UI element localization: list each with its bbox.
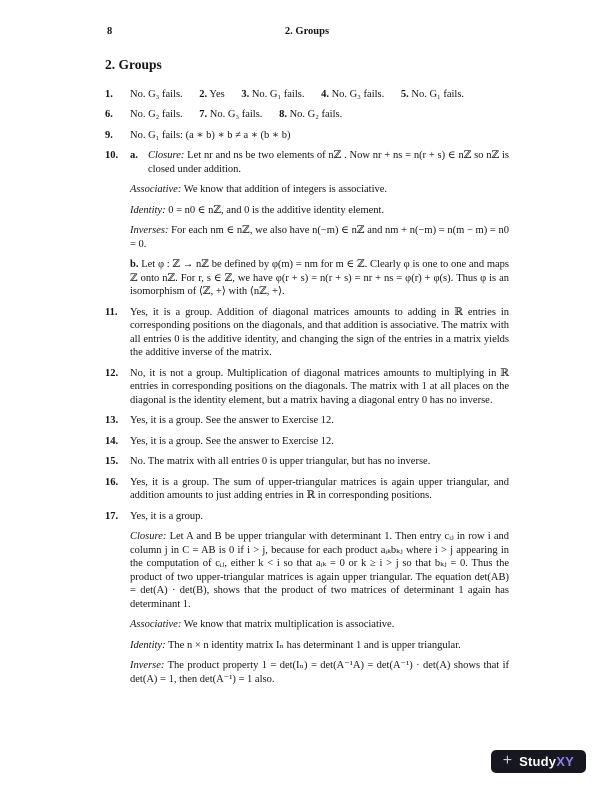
answer-2-text: Yes <box>209 88 225 100</box>
answers-6-8 <box>130 108 509 122</box>
answer-16-text: Yes, it is a group. The sum of upper-triangular matrices is again upper triangular, and addition amounts to just adding entries in ℝ in corresponding positions. <box>130 476 509 501</box>
answer-10b-text: Let φ : ℤ → nℤ be defined by φ(m) = nm for m ∈ ℤ. Clearly φ is one to one and maps ℤ onto nℤ. For r, s ∈ ℤ, we have φ(r + s) = n(r + s) = nr + ns = φ(r) + φ(s). Thus φ is an isomorphism of ⟨ℤ, +⟩ with ⟨nℤ, +⟩. <box>130 259 510 297</box>
answer-item-11 <box>105 306 509 360</box>
answer-17-closure <box>130 530 509 611</box>
answer-6-text: No. G₂ fails. <box>130 109 183 120</box>
answer-10a-associative <box>130 183 509 197</box>
answer-6 <box>130 109 183 120</box>
answer-5-text: No. G₁ fails. <box>411 88 465 100</box>
identity-lead: Identity: <box>130 639 166 651</box>
brand-badge <box>491 750 586 773</box>
item-number-4: 4. <box>321 88 329 100</box>
item-number-9: 9. <box>105 129 113 141</box>
closure-text: Let nr and ns be two elements of nℤ . Now nr + ns = n(r + s) ∈ nℤ so nℤ is closed under addition. <box>148 150 510 175</box>
answer-1-text: No. G₃ fails. <box>130 88 183 100</box>
plus-icon: + <box>502 751 513 769</box>
brand-name-suffix: XY <box>556 753 574 769</box>
item-number-7: 7. <box>199 109 208 120</box>
page-number: 8 <box>107 26 113 37</box>
sub-label-b: b. <box>130 259 139 270</box>
answer-10a <box>130 149 509 176</box>
closure-text: Let A and B be upper triangular with determinant 1. Then entry cᵢⱼ in row i and column j in C = AB is 0 if i > j, because for each product aᵢₖbₖⱼ where i > j appearing in the computation of cᵢⱼ, either k < i so that aᵢₖ = 0 or k ≥ i > j so that bₖⱼ = 0. Thus the product of two upper-triangular matrices is again upper triangular. The equation det(AB) = det(A) · det(B), shows that the product of two matrices of determinant 1 again has determinant 1. <box>130 531 510 610</box>
answer-10a-identity <box>130 204 509 218</box>
identity-text: The n × n identity matrix Iₙ has determinant 1 and is upper triangular. <box>168 639 461 651</box>
brand-name-prefix: Study <box>519 753 557 769</box>
item-number-11: 11. <box>105 306 118 318</box>
associative-text: We know that matrix multiplication is associative. <box>183 619 395 630</box>
answer-10a-closure <box>148 149 509 176</box>
answer-14-text: Yes, it is a group. See the answer to Exercise 12. <box>130 435 334 447</box>
answer-1 <box>130 89 183 100</box>
answer-row-1-5 <box>105 88 509 102</box>
answer-item-17 <box>105 510 509 687</box>
item-number-17: 17. <box>105 510 119 522</box>
item-number-6: 6. <box>105 109 113 120</box>
answer-11-text: Yes, it is a group. Addition of diagonal matrices amounts to adding in ℝ entries in corresponding positions on the diagonals, and that addition is associative. The matrix with all entries 0 is the additive identity, and changing the sign of the entries in a matrix yields the additive inverse of the matrix. <box>130 306 509 358</box>
answer-item-12 <box>105 367 509 408</box>
item-number-5: 5. <box>400 88 409 100</box>
answer-7-text: No. G₃ fails. <box>209 109 263 120</box>
item-number-1: 1. <box>105 88 113 100</box>
answer-17-identity <box>130 639 509 653</box>
answer-8 <box>279 109 342 120</box>
answer-3 <box>241 89 304 100</box>
answer-10b <box>130 258 509 299</box>
page-content <box>105 58 509 686</box>
closure-lead: Closure: <box>148 150 185 161</box>
answer-item-15 <box>105 455 509 469</box>
answer-2 <box>199 89 224 100</box>
identity-lead: Identity: <box>130 204 166 216</box>
answer-10-body <box>130 149 509 299</box>
brand-name <box>519 755 574 769</box>
answer-4-text: No. G₃ fails. <box>331 88 385 100</box>
item-number-8: 8. <box>279 109 287 120</box>
inverse-lead: Inverse: <box>130 660 165 671</box>
inverses-text: For each nm ∈ nℤ, we also have n(−m) ∈ nℤ and nm + n(−m) = n(m − m) = n0 = 0. <box>130 225 510 250</box>
answer-13-text: Yes, it is a group. See the answer to Exercise 12. <box>130 415 334 426</box>
answer-item-14 <box>105 435 509 449</box>
closure-lead: Closure: <box>130 531 167 542</box>
inverse-text: The product property 1 = det(Iₙ) = det(A⁻¹A) = det(A⁻¹) · det(A) shows that if det(A) = 1, then det(A⁻¹) = 1 also. <box>130 660 509 685</box>
answer-15-text: No. The matrix with all entries 0 is upper triangular, but has no inverse. <box>130 456 431 467</box>
running-title: 2. Groups <box>284 26 330 37</box>
item-number-15: 15. <box>105 456 119 467</box>
item-number-13: 13. <box>105 415 119 426</box>
answer-item-9 <box>105 129 509 143</box>
answer-item-13 <box>105 414 509 428</box>
item-number-16: 16. <box>105 476 119 488</box>
item-number-10: 10. <box>105 150 119 161</box>
answer-3-text: No. G₁ fails. <box>251 88 305 100</box>
answer-12-text: No, it is not a group. Multiplication of diagonal matrices amounts to multiplying in ℝ entries in corresponding positions on the diagonals. The matrix with 1 at all places on the diagonal is the identity element, but a matrix having a diagonal entry 0 has no inverse. <box>130 367 509 406</box>
answer-8-text: No. G₂ fails. <box>289 109 343 120</box>
answer-17-inverse <box>130 659 509 686</box>
associative-lead: Associative: <box>130 184 182 195</box>
answer-row-6-8 <box>105 108 509 122</box>
answers-1-5 <box>130 88 509 102</box>
item-number-12: 12. <box>105 367 119 379</box>
associative-lead: Associative: <box>130 619 182 630</box>
associative-text: We know that addition of integers is associative. <box>183 184 388 195</box>
answer-4 <box>321 89 384 100</box>
answer-item-10 <box>105 149 509 299</box>
answer-17-intro: Yes, it is a group. <box>130 510 204 522</box>
answer-9-text: No. G₁ fails: (a ∗ b) ∗ b ≠ a ∗ (b ∗ b) <box>130 129 291 141</box>
item-number-3: 3. <box>241 88 250 100</box>
answer-17-body <box>130 510 509 687</box>
answer-17-associative <box>130 618 509 632</box>
identity-text: 0 = n0 ∈ nℤ, and 0 is the additive identity element. <box>168 204 385 216</box>
answer-item-16 <box>105 476 509 503</box>
inverses-lead: Inverses: <box>130 225 169 236</box>
item-number-2: 2. <box>199 88 208 100</box>
item-number-14: 14. <box>105 435 119 447</box>
section-title: 2. Groups <box>105 57 162 72</box>
answer-5 <box>401 89 464 100</box>
answer-10a-inverses <box>130 224 509 251</box>
sub-label-a: a. <box>130 150 138 161</box>
answer-7 <box>199 109 262 120</box>
